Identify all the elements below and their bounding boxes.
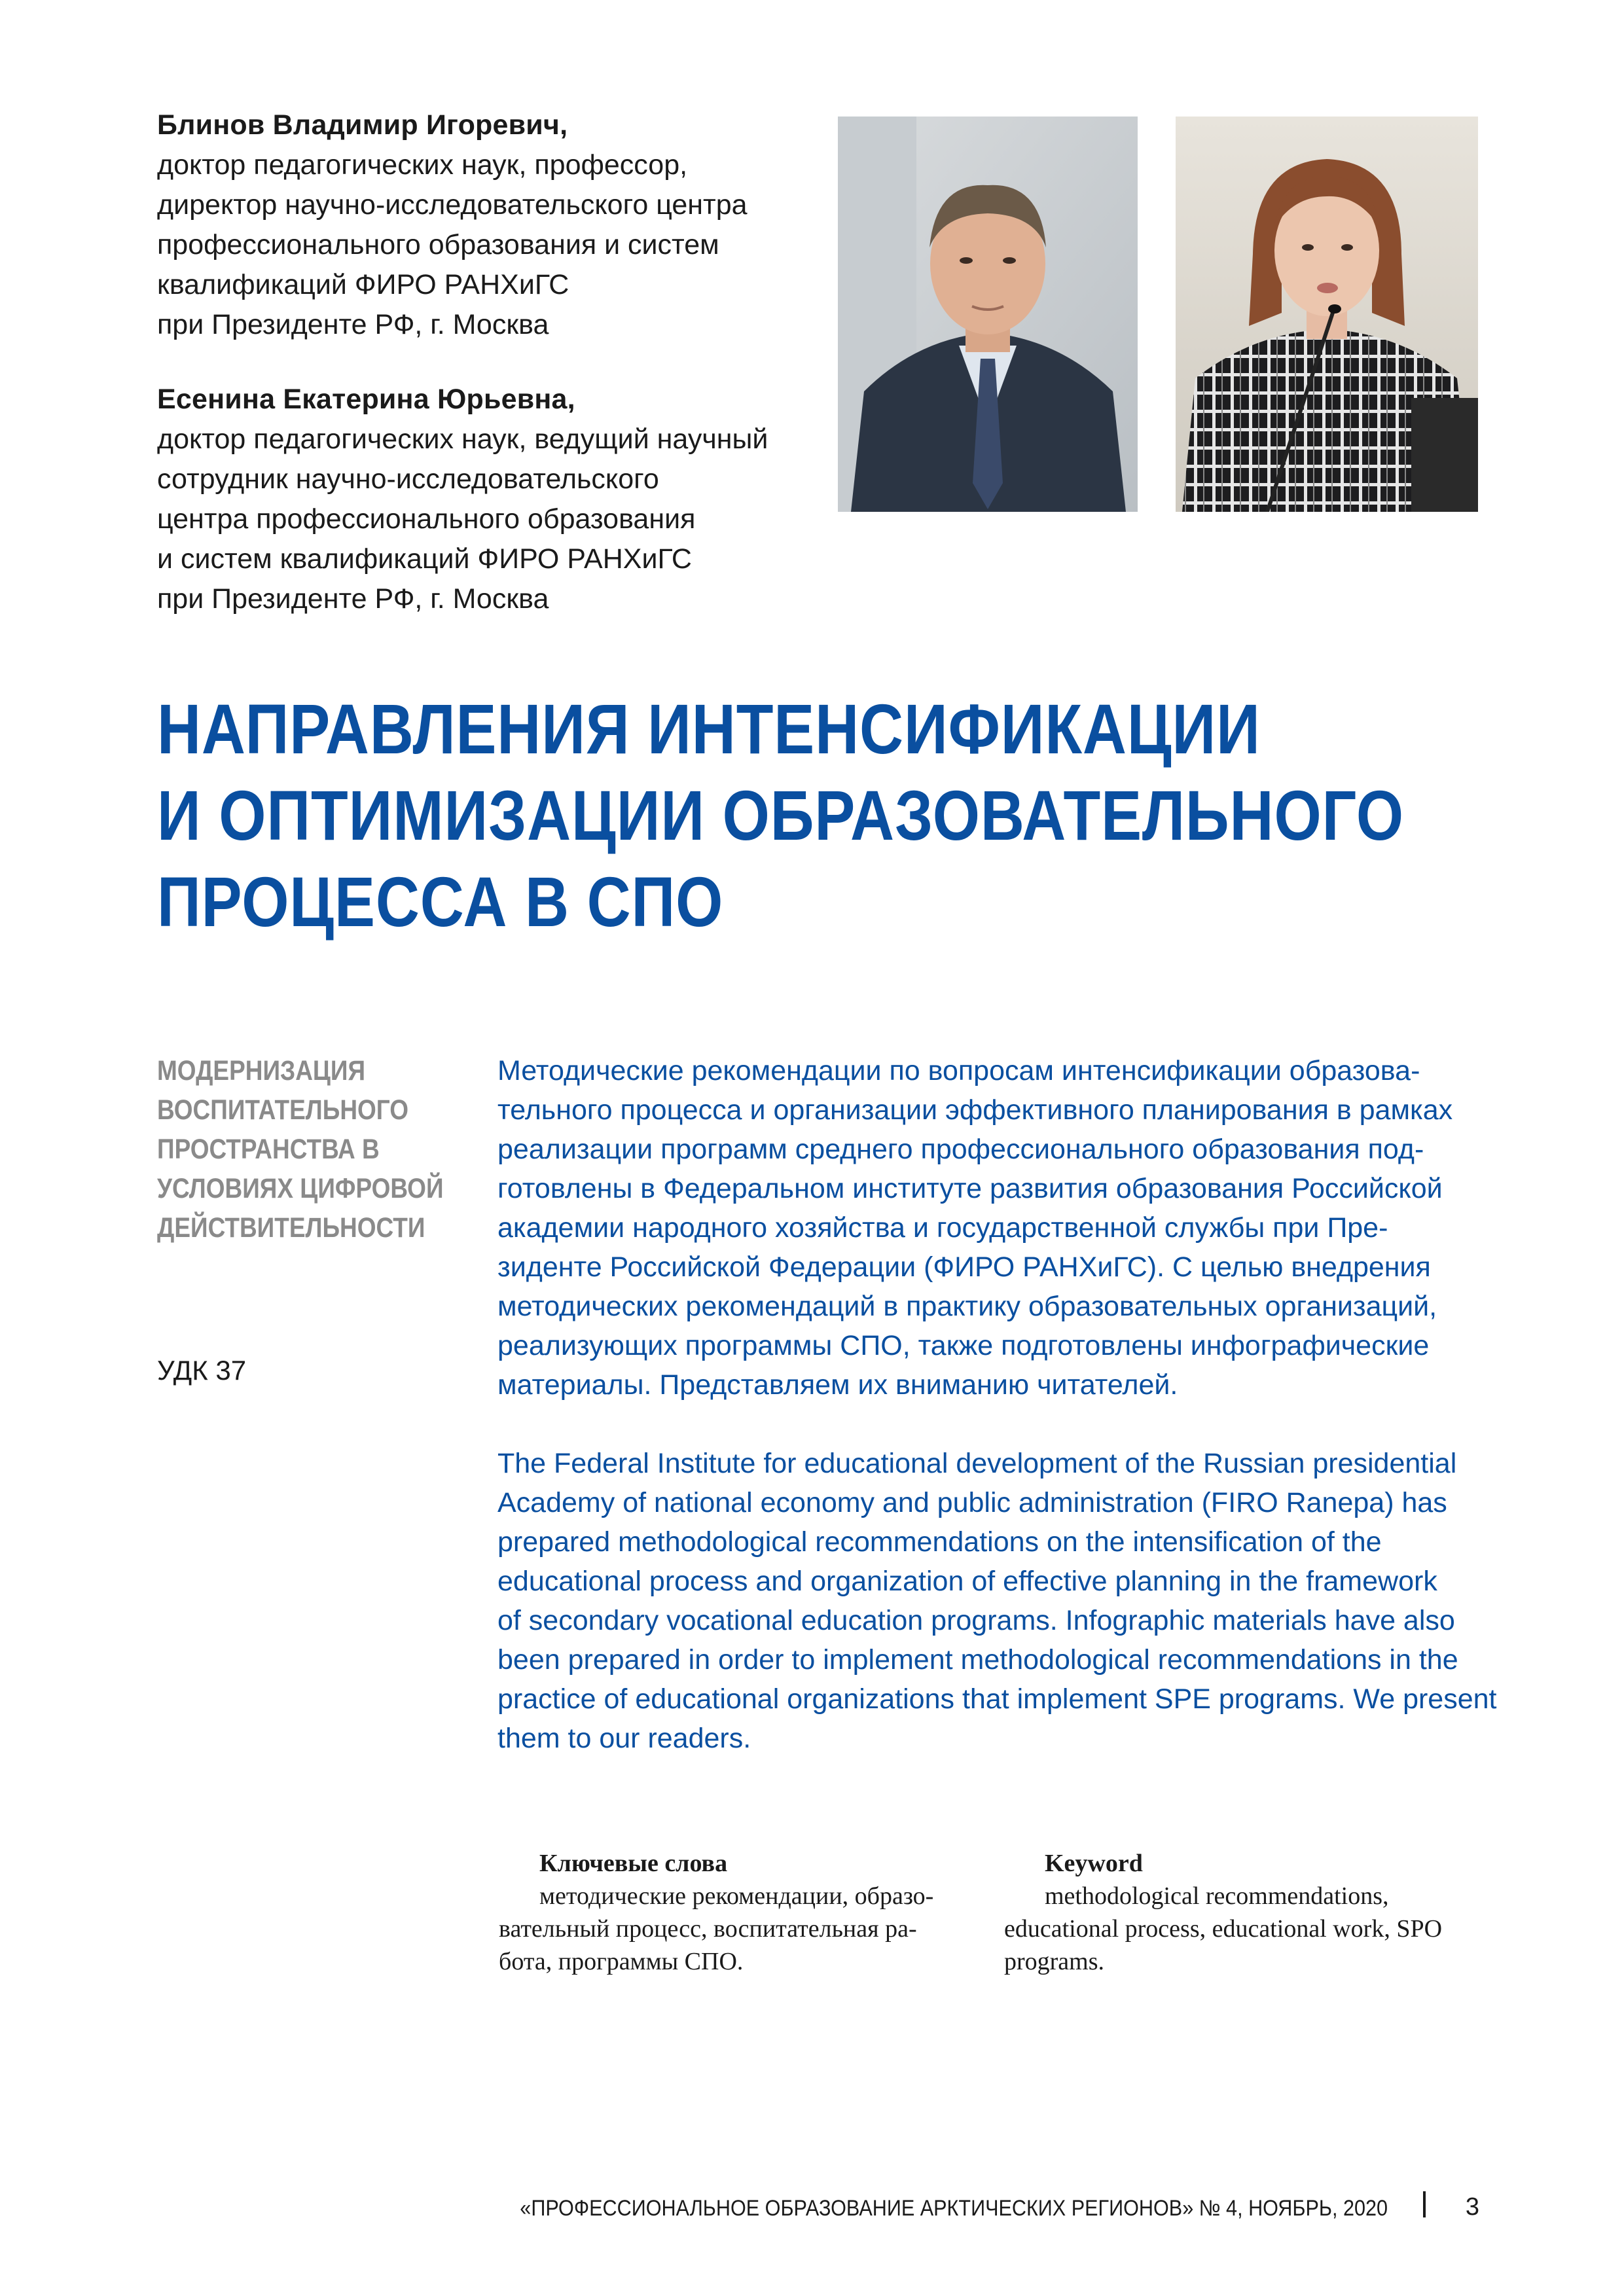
rubric-line: УСЛОВИЯХ ЦИФРОВОЙ [157, 1173, 444, 1204]
article-title-line: И ОПТИМИЗАЦИИ ОБРАЗОВАТЕЛЬНОГО [157, 776, 1404, 855]
rubric-line: ДЕЙСТВИТЕЛЬНОСТИ [157, 1212, 425, 1244]
keywords-en [1004, 1847, 1489, 1978]
author-name: Блинов Владимир Игоревич, [157, 109, 568, 141]
footer-divider [1423, 2191, 1426, 2217]
rubric-line: ВОСПИТАТЕЛЬНОГО [157, 1094, 409, 1126]
abstract-en [497, 1444, 1497, 1758]
author-affiliation-line: профессионального образования и систем [157, 229, 719, 260]
abstract-line: of secondary vocational education programs. Infographic materials have also [497, 1605, 1455, 1636]
author-affiliation-line: доктор педагогических наук, профессор, [157, 149, 688, 181]
author-affiliation-line: квалификаций ФИРО РАНХиГС [157, 269, 569, 300]
abstract-line: материалы. Представляем их вниманию читателей. [497, 1369, 1178, 1401]
keywords-line: programs. [1004, 1948, 1105, 1975]
rubric-line: ПРОСТРАНСТВА В [157, 1134, 380, 1165]
author-affiliation-line: директор научно-исследовательского центра [157, 189, 748, 221]
author-name: Есенина Екатерина Юрьевна, [157, 384, 575, 415]
abstract [497, 1051, 1497, 1758]
author-photo-2 [1176, 117, 1478, 512]
keywords-heading: Ключевые слова [539, 1850, 728, 1877]
abstract-line: академии народного хозяйства и государственной службы при Пре- [497, 1212, 1388, 1244]
section-rubric [157, 1051, 497, 1247]
keywords-line: методические рекомендации, образо- [539, 1882, 934, 1910]
author-affiliation-line: и систем квалификаций ФИРО РАНХиГС [157, 543, 692, 575]
author-affiliation-line: сотрудник научно-исследовательского [157, 463, 659, 495]
article-title [157, 686, 1532, 945]
article-title-line: НАПРАВЛЕНИЯ ИНТЕНСИФИКАЦИИ [157, 689, 1261, 768]
abstract-ru [497, 1051, 1492, 1405]
keywords-line: вательный процесс, воспитательная ра- [499, 1915, 917, 1943]
author-2 [157, 379, 812, 619]
keywords-ru [499, 1847, 944, 1978]
udk-code: УДК 37 [157, 1355, 247, 1386]
abstract-line: Методические рекомендации по вопросам интенсификации образова- [497, 1055, 1420, 1086]
author-photo-1 [838, 117, 1138, 512]
abstract-line: реализующих программы СПО, также подготовлены инфографические [497, 1330, 1430, 1361]
author-affiliation-line: доктор педагогических наук, ведущий научный [157, 423, 768, 455]
keywords-line: educational process, educational work, SPO [1004, 1915, 1443, 1943]
author-affiliation-line: при Президенте РФ, г. Москва [157, 583, 549, 615]
author-1 [157, 105, 812, 345]
abstract-line: готовлены в Федеральном институте развития образования Российской [497, 1173, 1443, 1204]
keywords-line: methodological recommendations, [1045, 1882, 1389, 1910]
abstract-line: The Federal Institute for educational development of the Russian presidential [497, 1448, 1457, 1479]
author-affiliation-line: центра профессионального образования [157, 503, 696, 535]
abstract-line: реализации программ среднего профессионального образования под- [497, 1134, 1424, 1165]
page-number: 3 [1465, 2193, 1479, 2221]
keywords-line: бота, программы СПО. [499, 1948, 744, 1975]
author-affiliation-line: при Президенте РФ, г. Москва [157, 309, 549, 340]
abstract-line: зиденте Российской Федерации (ФИРО РАНХиГС). С целью внедрения [497, 1251, 1431, 1283]
abstract-spacer [497, 1405, 1492, 1444]
keywords-heading: Keyword [1045, 1850, 1143, 1877]
article-title-line: ПРОЦЕССА В СПО [157, 862, 724, 941]
abstract-line: practice of educational organizations that implement SPE programs. We present [497, 1683, 1497, 1715]
abstract-line: Academy of national economy and public administration (FIRO Ranepa) has [497, 1487, 1447, 1518]
abstract-line: методических рекомендаций в практику образовательных организаций, [497, 1291, 1437, 1322]
abstract-line: prepared methodological recommendations on the intensification of the [497, 1526, 1382, 1558]
abstract-line: been prepared in order to implement methodological recommendations in the [497, 1644, 1458, 1676]
journal-name: «ПРОФЕССИОНАЛЬНОЕ ОБРАЗОВАНИЕ АРКТИЧЕСКИХ РЕГИОНОВ» № 4, НОЯБРЬ, 2020 [520, 2196, 1388, 2221]
authors-block [157, 105, 812, 653]
abstract-line: them to our readers. [497, 1723, 751, 1754]
rubric-line: МОДЕРНИЗАЦИЯ [157, 1055, 366, 1086]
abstract-line: тельного процесса и организации эффективного планирования в рамках [497, 1094, 1453, 1126]
abstract-line: educational process and organization of effective planning in the framework [497, 1566, 1437, 1597]
